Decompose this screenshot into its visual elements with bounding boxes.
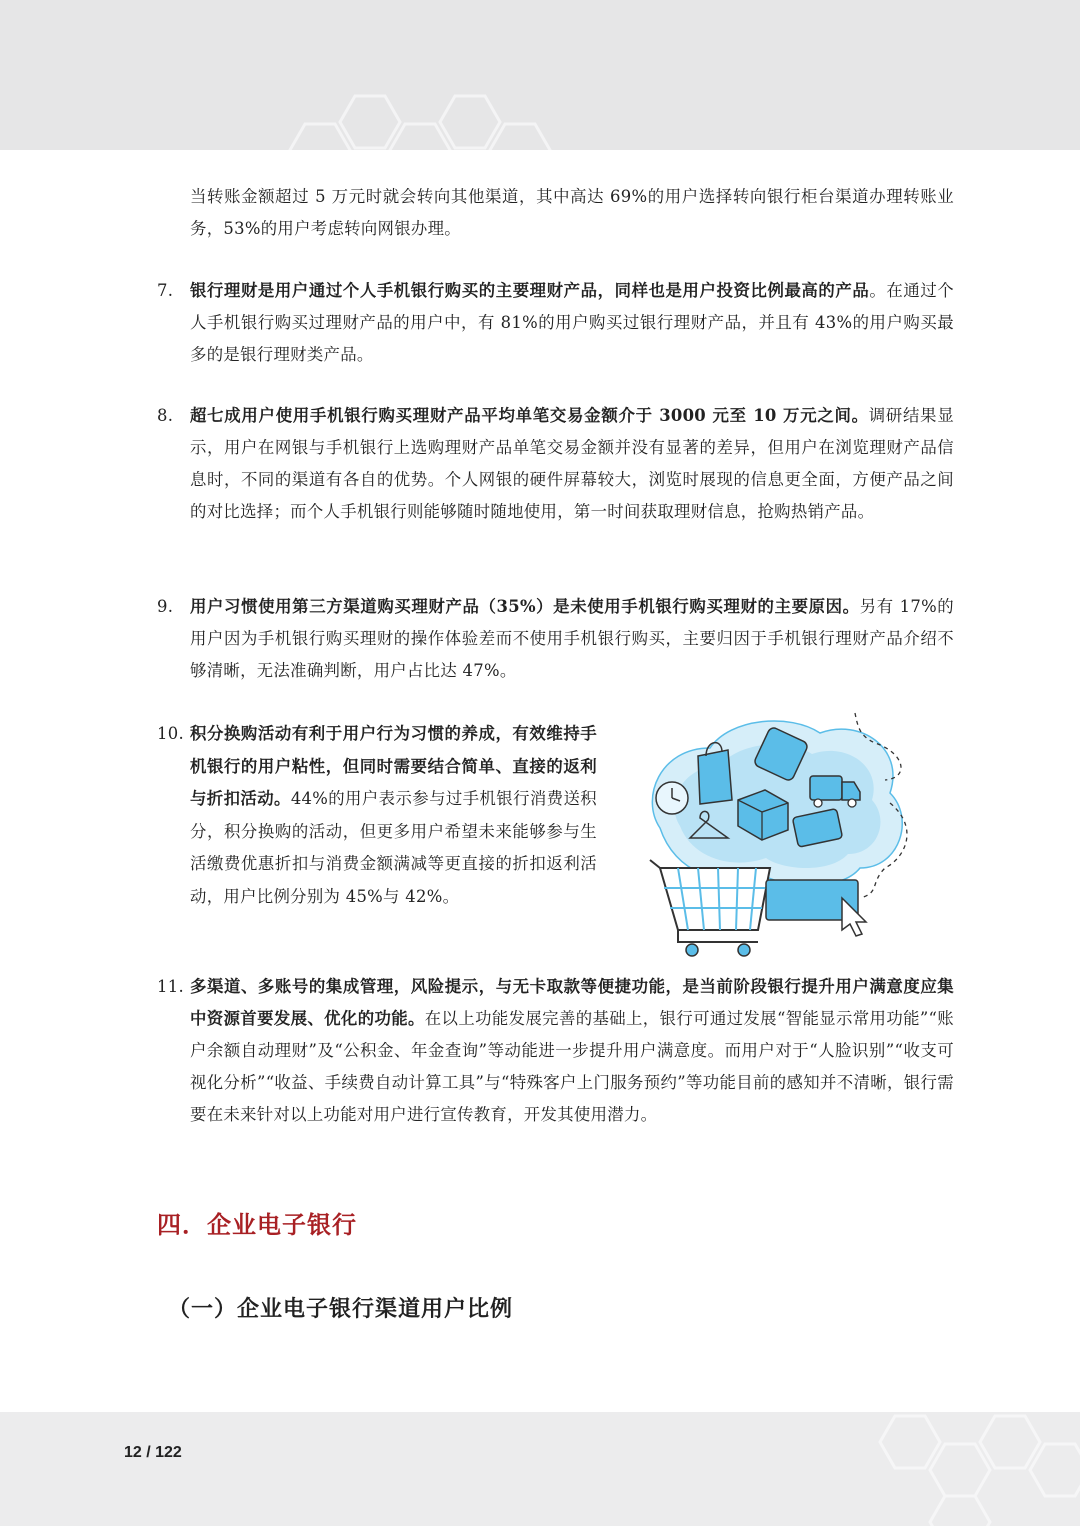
list-item-lead: 银行理财是用户通过个人手机银行购买的主要理财产品，同样也是用户投资比例最高的产品: [190, 281, 870, 300]
list-item-lead: 用户习惯使用第三方渠道购买理财产品（35%）是未使用手机银行购买理财的主要原因。: [190, 597, 860, 616]
subsection-title: （一）企业电子银行渠道用户比例: [168, 1296, 514, 1322]
list-item-number: 11.: [157, 977, 184, 996]
list-item-lead: 超七成用户使用手机银行购买理财产品平均单笔交易金额介于 3000 元至 10 万元之间。: [190, 406, 869, 425]
list-item-detail: 。在通过个人手机银行购买过理财产品的用户中，有 81%的用户购买过银行理财产品，并且有 43%的用户购买最多的是银行理财类产品。: [190, 281, 955, 364]
list-item-11: [157, 971, 954, 1131]
list-item-number: 7.: [157, 281, 174, 300]
list-item-body: [190, 718, 597, 913]
list-item-body: [190, 275, 954, 371]
intro-paragraph: 当转账金额超过 5 万元时就会转向其他渠道，其中高达 69%的用户选择转向银行柜台渠道办理转账业务，53%的用户考虑转向网银办理。: [190, 187, 954, 238]
list-item-lead: 积分换购活动有利于用户行为习惯的养成，有效维持手机银行的用户粘性，但同时需要结合简单、直接的返利与折扣活动。: [190, 724, 597, 808]
list-item-body: [190, 971, 954, 1131]
list-item-8: [157, 400, 954, 528]
page-number: 12 / 122: [124, 1444, 182, 1461]
list-item-7: [157, 275, 954, 371]
list-item-lead: 多渠道、多账号的集成管理，风险提示，与无卡取款等便捷功能，是当前阶段银行提升用户满意度应集中资源首要发展、优化的功能。: [190, 977, 954, 1028]
online-shopping-illustration: [620, 708, 920, 964]
hexagon-pattern-decoration: [0, 1412, 1080, 1526]
list-item-body: [190, 400, 954, 528]
list-item-9: [157, 591, 954, 687]
list-item-number: 9.: [157, 597, 174, 616]
page-footer-band: [0, 1412, 1080, 1526]
list-item-number: 10.: [157, 724, 184, 743]
list-item-detail: 在以上功能发展完善的基础上，银行可通过发展“智能显示常用功能”“账户余额自动理财”及“公积金、年金查询”等动能进一步提升用户满意度。而用户对于“人脸识别”“收支可视化分析”“收益、手续费自动计算工具”与“特殊客户上门服务预约”等功能目前的感知并不清晰，银行需要在未来针对以上功能对用户进行宣传教育，开发其使用潜力。: [190, 1009, 954, 1124]
list-item-body: [190, 591, 954, 687]
section-title: 四．企业电子银行: [157, 1210, 357, 1239]
list-item-10: [157, 718, 597, 913]
list-item-number: 8.: [157, 406, 174, 425]
hexagon-pattern-decoration: [0, 0, 1080, 150]
list-item-detail: 44%的用户表示参与过手机银行消费送积分，积分换购的活动，但更多用户希望未来能够参与生活缴费优惠折扣与消费金额满减等更直接的折扣返利活动，用户比例分别为 45%与 42%。: [190, 789, 597, 906]
list-item-detail: 调研结果显示，用户在网银与手机银行上选购理财产品单笔交易金额并没有显著的差异，但用户在浏览理财产品信息时，不同的渠道有各自的优势。个人网银的硬件屏幕较大，浏览时展现的信息更全面，方便产品之间的对比选择；而个人手机银行则能够随时随地使用，第一时间获取理财信息，抢购热销产品。: [190, 406, 955, 521]
page-header-band: [0, 0, 1080, 150]
list-item-detail: 另有 17%的用户因为手机银行购买理财的操作体验差而不使用手机银行购买，主要归因于手机银行理财产品介绍不够清晰，无法准确判断，用户占比达 47%。: [190, 597, 954, 680]
